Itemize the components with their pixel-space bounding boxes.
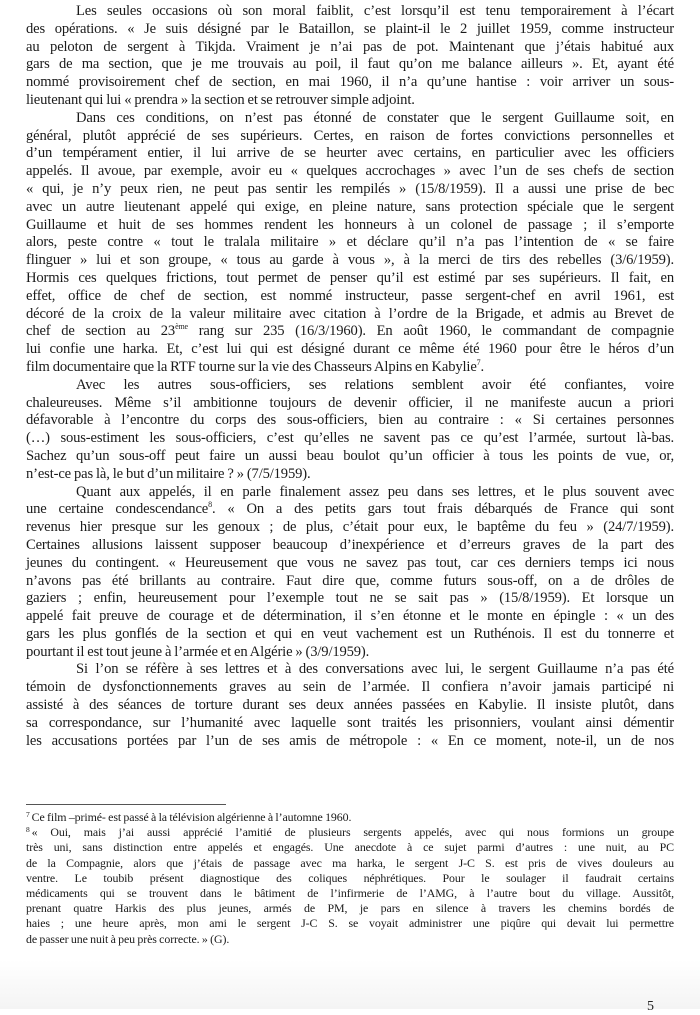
footnote-line [26, 825, 674, 840]
footnote-line: ventre. Le toubib présent diagnostique des coliques néphrétiques. Pour le soulager il faudrait certains [26, 870, 674, 885]
text-line: pourtant il est tout jeune à l’armée et en Algérie » (3/9/1959). [26, 643, 370, 660]
footnote-line: de passer une nuit à peu près correcte. » (G). [26, 931, 230, 946]
footnote-text: Ce film –primé- est passé à la télévision algérienne à l’automne 1960. [31, 810, 352, 824]
text-line: n’avons pas été brillants au contraire. Faut dire que, comme futurs sous-off, on a de drôles de [26, 572, 674, 589]
text-line: appelés. Il avoue, par exemple, avoir eu « quelques accrochages » avec l’un de ses chefs de section [26, 163, 674, 180]
text-line: n’est-ce pas là, le but d’un militaire ? » (7/5/1959). [26, 465, 311, 482]
footnote-line: médicaments qui se trouvent dans le bâtiment de l’infirmerie de l’AMG, à l’autre bout du village. Aussitôt, [26, 885, 674, 900]
footnote-ref-8[interactable]: 8 [208, 500, 212, 510]
text-line: Guillaume et huit de ses hommes rendent les honneurs à un colonel de passage ; il s’emporte [26, 216, 674, 233]
text-line: appelé fait preuve de courage et de détermination, il s’en étonne et le monte en épingle : « un des [26, 608, 674, 625]
text-line: gaziers ; enfin, heureusement pour l’exemple tout ne se sait pas » (15/8/1959). Et lorsque un [26, 590, 674, 607]
footnote-7 [26, 810, 674, 825]
text-line: gars de ma section, que je me trouvais au poil, il faut qu’on me balance ailleurs ». Et, ayant été [26, 56, 674, 73]
text-line: lieutenant qui lui « prendra » la section et se retrouver simple adjoint. [26, 91, 415, 108]
text-fragment: film documentaire que la RTF tourne sur la vie des Chasseurs Alpins en Kabylie [26, 358, 477, 375]
footnote-line: haies ; une heure après, mon ami le sergent J-C S. se voyait administrer une piqûre qui devait lui permettre [26, 916, 674, 931]
text-fragment: chef de section au 23 [26, 323, 176, 340]
footnote-number: 8 [26, 825, 30, 835]
paragraph-3 [26, 377, 674, 484]
footnote-8 [26, 825, 674, 947]
text-line [26, 323, 674, 341]
text-fragment: . « On a des petits gars tout frais débarqués de France qui sont [211, 501, 675, 518]
text-line: les accusations portées par l’un de ses amis de métropole : « En ce moment, note-il, un de nos [26, 732, 674, 749]
footnote-separator [26, 804, 226, 805]
text-line: gars les plus gonflés de la section et qui en veut vachement est un Ruthénois. Il est du tonnerre et [26, 625, 674, 642]
paragraph-4 [26, 484, 674, 662]
text-line: lui confie une harka. Et, c’est lui qui est désigné durant ce même été 1960 pour être le héros d’un [26, 341, 674, 358]
text-line: flinguer » lui et son groupe, « tous au garde à vous », à la merci de tirs des rebelles (3/6/1959). [26, 252, 674, 269]
text-line: alors, peste contre « tout le tralala militaire » et déclare qu’il n’a pas l’intention de « se faire [26, 234, 674, 251]
footnote-number: 7 [26, 810, 30, 819]
text-line: « qui, je n’y peux rien, ne peut pas sentir les rempilés » (15/8/1959). Il a aussi une prise de bec [26, 180, 674, 197]
text-line: (…) sous-estiment les sous-officiers, c’est qu’elles ne savent pas ce qu’est l’armée, surtout là-bas. [26, 430, 674, 447]
text-line: nommé provisoirement chef de section, en mai 1960, il n’a qu’une hantise : voir arriver un sous- [26, 74, 674, 91]
text-line: Certaines allusions laissent supposer beaucoup d’inexpérience et d’erreurs graves de la part des [26, 536, 674, 553]
text-line: témoin de dysfonctionnements graves au sein de l’armée. Il confiera n’avoir jamais participé ni [26, 679, 674, 696]
text-line: Les seules occasions où son moral faiblit, c’est lorsqu’il est tenu temporairement à l’écart [76, 3, 674, 19]
footnote-line: très uni, sans distinction entre appelés et engagés. Une anecdote à ce sujet parmi d’autres : une nuit, au PC [26, 840, 674, 855]
text-line: Hormis ces quelques frictions, tout permet de penser qu’il est estimé par ses supérieurs. Il fait, en [26, 269, 674, 286]
footnote-line [26, 810, 674, 825]
text-line: avec un autre lieutenant appelé qui exige, en pleine nature, sans protection spéciale que le sergent [26, 198, 674, 215]
text-line: jeunes du contingent. « Heureusement que vous ne savez pas tout, car ces derniers temps ici nous [26, 554, 674, 571]
text-line: décoré de la croix de la valeur militaire avec citation à l’ordre de la Brigade, et admis au Brevet de [26, 305, 674, 322]
text-line [26, 359, 674, 377]
text-line: revenus hier presque sur les genoux ; de plus, c’était pour eux, le baptême du feu » (24/7/1959). [26, 519, 674, 536]
ordinal-superscript: ème [175, 322, 188, 332]
footnote-ref-7[interactable]: 7 [476, 357, 481, 367]
footnote-line: de la Compagnie, alors que j’étais de passage avec ma harka, le sergent J-C S. est pris de vives douleurs au [26, 855, 674, 870]
text-fragment: une certaine condescendance [26, 501, 209, 518]
document-page [26, 3, 674, 750]
footnote-line: prenant quatre Harkis des plus jeunes, armés de PM, je pars en silence à travers les chemins bordés de [26, 901, 674, 916]
text-line: défavorable à l’encontre du corps des sous-officiers, bien au contraire : « Si certaines personnes [26, 412, 674, 429]
text-fragment: . [480, 358, 485, 375]
text-line: sa correspondance, sur l’humanité avec laquelle sont traités les prisonniers, voulant ainsi démentir [26, 714, 674, 731]
page-number: 5 [647, 999, 654, 1014]
footnotes [26, 810, 674, 947]
footnote-text: « Oui, mais j’ai aussi apprécié l’amitié de plusieurs sergents appelés, avec qui nous formions un groupe [31, 825, 674, 840]
text-line [26, 501, 674, 519]
text-line: effet, office de chef de section, est nommé instructeur, passe sergent-chef en avril 1961, est [26, 287, 674, 304]
text-line: des opérations. « Je suis désigné par le Bataillon, se plaint-il le 2 juillet 1959, comme instructeur [26, 20, 674, 37]
text-line: Si l’on se réfère à ses lettres et à des conversations avec lui, le sergent Guillaume n’a pas été [76, 661, 674, 678]
paragraph-1 [26, 3, 674, 110]
paragraph-2 [26, 110, 674, 377]
text-line: Sachez qu’un sous-off peut faire un aussi beau boulot qu’un officier à tous les points de vue, or, [26, 447, 674, 464]
text-line: Dans ces conditions, on n’est pas étonné de constater que le sergent Guillaume soit, en [76, 109, 674, 126]
text-line: au peloton de sergent à Tikjda. Vraiment je n’ai pas de pot. Maintenant que j’étais habitué aux [26, 38, 674, 55]
text-line: assisté à des séances de torture durant ses deux années passées en Kabylie. Il insiste plutôt, dans [26, 697, 674, 714]
text-line: chaleureuses. Même s’il ambitionne toujours de devenir officier, il ne manifeste aucun a priori [26, 394, 674, 411]
text-fragment: rang sur 235 (16/3/1960). En août 1960, le commandant de compagnie [187, 323, 674, 340]
text-line: général, plutôt apprécié de ses supérieurs. Certes, en raison de fortes convictions personnelles et [26, 127, 674, 144]
paragraph-5 [26, 661, 674, 750]
text-line: Avec les autres sous-officiers, ses relations semblent avoir été confiantes, voire [76, 376, 674, 393]
text-line: d’un tempérament entier, il lui arrive de se heurter avec certains, en particulier avec les officiers [26, 145, 674, 162]
text-line: Quant aux appelés, il en parle finalement assez peu dans ses lettres, et le plus souvent avec [76, 483, 674, 500]
